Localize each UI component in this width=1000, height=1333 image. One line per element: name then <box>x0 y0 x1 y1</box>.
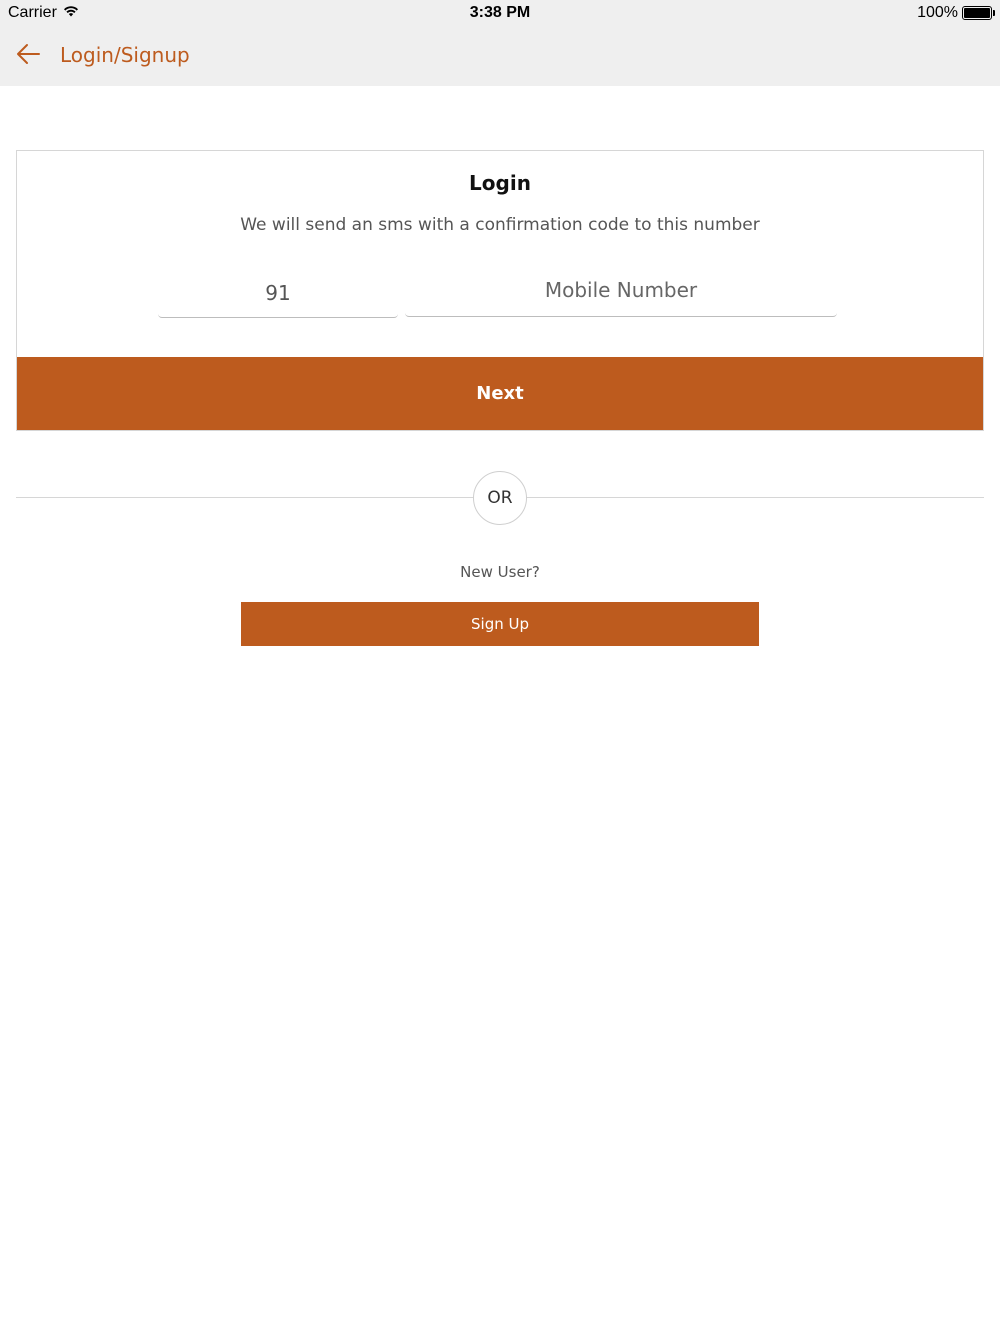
status-battery-group <box>917 4 992 22</box>
status-time: 3:38 PM <box>469 4 531 21</box>
login-instructions: We will send an sms with a confirmation code to this number <box>240 215 760 235</box>
mobile-number-input[interactable] <box>405 269 837 317</box>
or-label: OR <box>487 488 513 508</box>
arrow-left-icon <box>15 43 41 69</box>
sign-up-button[interactable]: Sign Up <box>241 602 759 646</box>
battery-percent: 100% <box>917 4 958 21</box>
status-bar <box>0 0 1000 28</box>
new-user-prompt: New User? <box>460 563 540 581</box>
or-divider <box>473 471 527 525</box>
next-button[interactable]: Next <box>17 357 983 430</box>
navigation-bar <box>0 28 1000 86</box>
page-title: Login/Signup <box>60 43 190 67</box>
country-code-input[interactable] <box>158 269 398 318</box>
login-card <box>16 150 984 431</box>
back-button[interactable] <box>12 40 44 72</box>
carrier-label: Carrier <box>8 4 57 21</box>
battery-icon <box>962 6 992 20</box>
login-heading: Login <box>469 171 531 195</box>
